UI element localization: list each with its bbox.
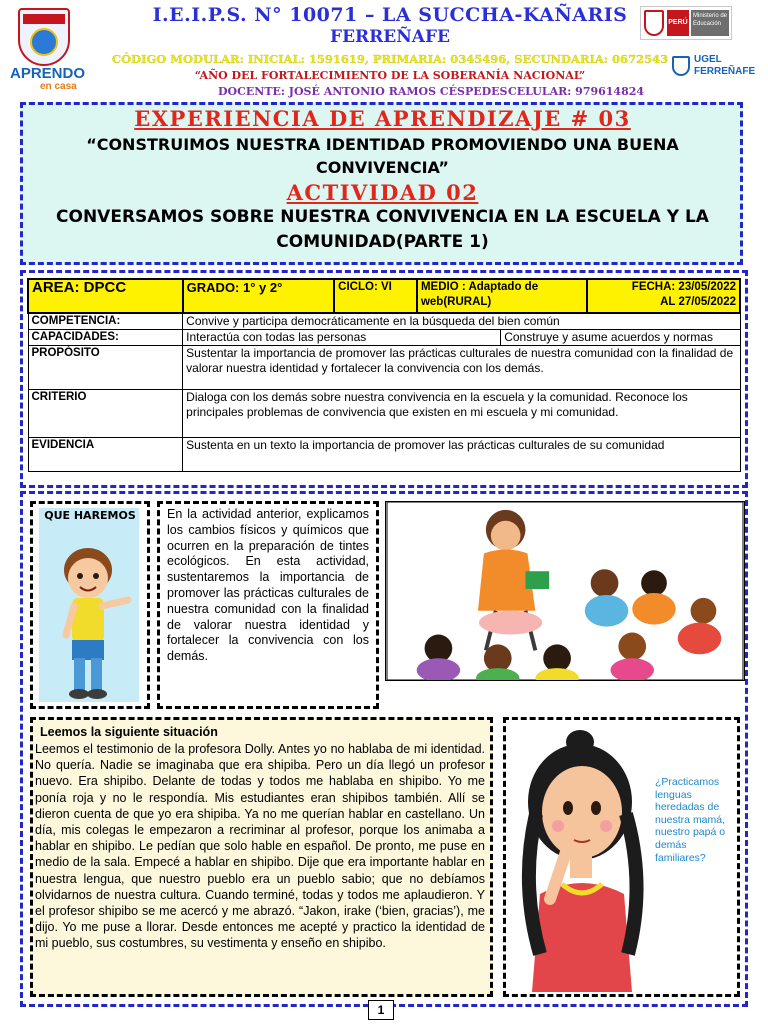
proposito-label: PROPÓSITO [28, 346, 183, 390]
medio-cell: MEDIO : Adaptado de web(RURAL) [417, 279, 587, 313]
reading-title: Leemos la siguiente situación [40, 725, 218, 739]
experience-title: EXPERIENCIA DE APRENDIZAJE # 03 [134, 106, 631, 131]
capacidad-1: Interactúa con todas las personas [183, 330, 501, 346]
girl-question-text: ¿Practicamos lenguas heredadas de nuestra mamá, nuestro papá o demás familiares? [655, 776, 726, 864]
capacidad-2: Construye y asume acuerdos y normas [501, 330, 740, 346]
minedu-logo [640, 6, 732, 40]
school-place: FERREÑAFE [330, 27, 450, 47]
peru-shield-icon [644, 10, 664, 36]
school-crest-logo [18, 8, 70, 66]
competencia-label: COMPETENCIA: [28, 313, 183, 330]
teacher-phone: CELULAR: 979614824 [508, 85, 645, 98]
pointing-boy-illustration [40, 540, 140, 705]
minedu-ministry-label: Ministerio de Educación [691, 10, 729, 36]
page-number: 1 [368, 1000, 394, 1020]
competencia-value: Convive y participa democráticamente en la búsqueda del bien común [183, 313, 740, 330]
activity-subtitle: CONVERSAMOS SOBRE NUESTRA CONVIVENCIA EN LA ESCUELA Y LA COMUNIDAD(PARTE 1) [56, 207, 709, 252]
ugel-shield-icon [672, 56, 690, 76]
evidencia-value: Sustenta en un texto la importancia de promover las prácticas culturales de su comunidad [183, 438, 740, 472]
proposito-value: Sustentar la importancia de promover las prácticas culturales de nuestra comunidad con la finalidad de valorar nuestra identidad y fortalecer la convivencia con los demás. [183, 346, 740, 390]
minedu-peru-label: PERÚ [667, 10, 689, 36]
capacidades-label: CAPACIDADES: [28, 330, 183, 346]
intro-text: En la actividad anterior, explicamos los cambios físicos y químicos que ocurren en la preparación de tintes ecológicos. En esta actividad, sustentaremos la importancia de promover las prácticas culturales de nuestra comunidad con la finalidad de valorar nuestra identidad y fortalecer la convivencia con los demás. [167, 507, 369, 664]
aprendo-en-casa-logo: APRENDO [10, 65, 86, 82]
teacher-name: DOCENTE: JOSÉ ANTONIO RAMOS CÉSPEDES [218, 85, 508, 98]
fecha-cell: FECHA: 23/05/2022 AL 27/05/2022 [587, 279, 740, 313]
teacher-reading-illustration [385, 501, 745, 681]
info-table [27, 278, 741, 472]
que-haremos-title: QUE HAREMOS [44, 509, 136, 522]
activity-title: ACTIVIDAD 02 [286, 180, 479, 205]
thinking-girl-illustration [510, 724, 660, 992]
school-name: I.E.I.P.S. N° 10071 – LA SUCCHA-KAÑARIS [152, 4, 628, 26]
aprendo-en-casa-sub: en casa [40, 81, 77, 92]
evidencia-label: EVIDENCIA [28, 438, 183, 472]
ciclo-cell: CICLO: VI [334, 279, 417, 313]
reading-text: Leemos el testimonio de la profesora Dolly. Antes yo no hablaba de mi identidad. No quería. Nadie se imaginaba que era shipiba. Pero un día llegó un profesor nuevo. Era shipibo. Delante de todas y todos me hablaba en shipibo. Yo me ponía roja y no le respondía. Mis estudiantes eran shipibos también. Allí se dieron cuenta de que yo era shipiba. Ya no me querían hablar en castellano. Un día, mis colegas le empezaron a recriminar al profesor, porque los animaba a hablar en shipibo. Le pedían que solo hable en español. De pronto, me puse en medio de la sala. Empecé a hablar en shipibo. Dije que era importante hablar en nuestra lengua, que nuestro pueblo era un pueblo sabio; que no debíamos olvidarnos de nuestra cultura. Cuando terminé, todas y todos me aplaudieron. Y el profesor shipibo se me acercó y me abrazó. “Jakon, irake (‘bien, gracias’), me dijo. Yo me puse a llorar. Desde entonces me acepté y practico la identidad de mi pueblo, sus costumbres, su vestimenta y enseño en shipibo. [35, 742, 485, 951]
modular-codes: CÓDIGO MODULAR: INICIAL: 1591619, PRIMARIA: 0345496, SECUNDARIA: 0672543 [111, 52, 669, 66]
area-cell: AREA: DPCC [28, 279, 183, 313]
experience-subtitle: “CONSTRUIMOS NUESTRA IDENTIDAD PROMOVIENDO UNA BUENA CONVIVENCIA” [86, 135, 679, 177]
criterio-value: Dialoga con los demás sobre nuestra convivencia en la escuela y la comunidad. Reconoce los principales problemas de convivencia que existen en mi escuela y mi comunidad. [183, 390, 740, 438]
grado-cell: GRADO: 1° y 2° [183, 279, 335, 313]
criterio-label: CRITERIO [28, 390, 183, 438]
ugel-logo-label: UGEL FERREÑAFE [694, 54, 756, 77]
year-motto: “AÑO DEL FORTALECIMIENTO DE LA SOBERANÍA NACIONAL” [194, 69, 586, 82]
